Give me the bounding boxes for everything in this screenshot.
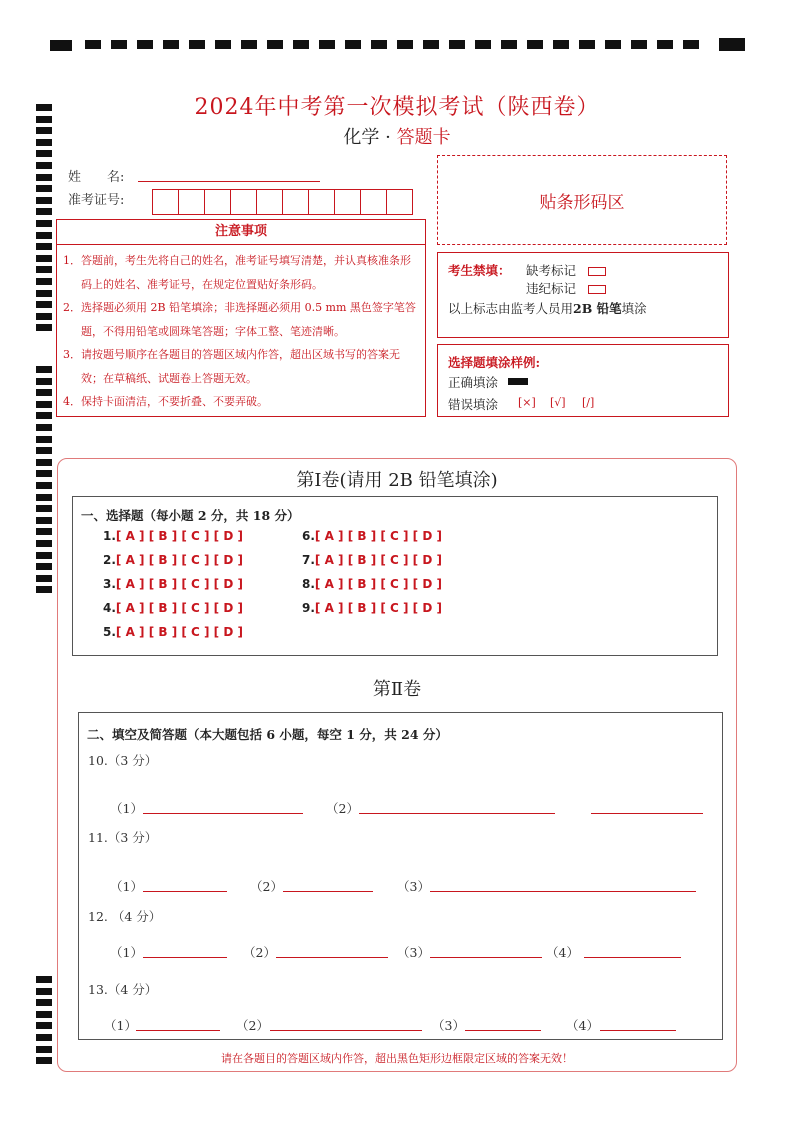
forbidden-label: 考生禁填： bbox=[448, 263, 511, 278]
notes-box bbox=[56, 219, 426, 417]
timing-mark bbox=[36, 401, 52, 408]
choice-q5[interactable]: 5.[ A ] [ B ] [ C ] [ D ] bbox=[103, 625, 243, 639]
violation-mark[interactable] bbox=[588, 285, 606, 294]
timing-mark bbox=[36, 976, 52, 983]
timing-mark bbox=[36, 290, 52, 297]
wrong-mark-slash: [/] bbox=[582, 396, 595, 409]
timing-mark bbox=[36, 150, 52, 157]
q12-blank3[interactable] bbox=[430, 956, 542, 958]
timing-mark bbox=[36, 313, 52, 320]
timing-mark bbox=[36, 1022, 52, 1029]
timing-mark bbox=[36, 185, 52, 192]
forbidden-note bbox=[448, 299, 647, 317]
q10-blank2[interactable] bbox=[359, 812, 555, 814]
timing-mark bbox=[36, 586, 52, 593]
q13-blank3-label: （3） bbox=[432, 1018, 465, 1033]
barcode-label: 贴条形码区 bbox=[539, 192, 625, 213]
q12-blank3-label: （3） bbox=[397, 945, 430, 960]
options[interactable]: [ A ] [ B ] [ C ] [ D ] bbox=[314, 553, 442, 567]
q10-blank2-label: （2） bbox=[326, 801, 359, 816]
id-digit-box[interactable] bbox=[230, 189, 257, 215]
note-bold: 2B 铅笔 bbox=[573, 301, 622, 316]
timing-mark bbox=[36, 266, 52, 273]
options[interactable]: [ A ] [ B ] [ C ] [ D ] bbox=[314, 577, 442, 591]
forbidden-box bbox=[437, 252, 729, 338]
options[interactable]: [ A ] [ B ] [ C ] [ D ] bbox=[115, 601, 243, 615]
q12-blank2[interactable] bbox=[276, 956, 388, 958]
id-digit-box[interactable] bbox=[178, 189, 205, 215]
absent-text: 缺考标记 bbox=[526, 263, 577, 278]
card-subtitle bbox=[0, 123, 794, 149]
timing-mark bbox=[36, 517, 52, 524]
options[interactable]: [ A ] [ B ] [ C ] [ D ] bbox=[115, 625, 243, 639]
choice-q4[interactable]: 4.[ A ] [ B ] [ C ] [ D ] bbox=[103, 601, 243, 615]
q12-blank1-label: （1） bbox=[110, 945, 143, 960]
choice-q1[interactable]: 1.[ A ] [ B ] [ C ] [ D ] bbox=[103, 529, 243, 543]
id-digit-box[interactable] bbox=[204, 189, 231, 215]
absent-label bbox=[526, 261, 606, 279]
note-prefix: 以上标志由监考人员用 bbox=[448, 301, 574, 316]
q13-blank2[interactable] bbox=[270, 1029, 422, 1031]
wrong-mark-x: [×] bbox=[518, 396, 536, 409]
q13-blank4-label: （4） bbox=[566, 1018, 599, 1033]
fill-sample-box bbox=[437, 344, 729, 417]
timing-mark bbox=[36, 220, 52, 227]
q13-blank4[interactable] bbox=[600, 1029, 676, 1031]
id-digit-box[interactable] bbox=[360, 189, 387, 215]
subject: 化学 bbox=[343, 127, 380, 148]
exam-title: 2024年中考第一次模拟考试（陕西卷） bbox=[194, 95, 600, 120]
sample-title: 选择题填涂样例: bbox=[448, 355, 541, 370]
note-item: 2．选择题必须用 2B 铅笔填涂；非选择题必须用 0.5 mm 黑色签字笔答题，不得用铅笔或圆珠笔答题；字体工整、笔迹清晰。 bbox=[63, 301, 416, 338]
timing-mark bbox=[36, 563, 52, 570]
timing-mark bbox=[36, 540, 52, 547]
exam-id-label: 准考证号: bbox=[68, 193, 125, 208]
timing-mark bbox=[36, 378, 52, 385]
choice-q8[interactable]: 8.[ A ] [ B ] [ C ] [ D ] bbox=[302, 577, 442, 591]
q11-blank1-label: （1） bbox=[110, 879, 143, 894]
options[interactable]: [ A ] [ B ] [ C ] [ D ] bbox=[115, 577, 243, 591]
q10-blank3[interactable] bbox=[591, 812, 703, 814]
name-field[interactable] bbox=[138, 180, 320, 182]
id-digit-box[interactable] bbox=[282, 189, 309, 215]
timing-mark bbox=[36, 232, 52, 239]
id-digit-box[interactable] bbox=[152, 189, 179, 215]
choice-q2[interactable]: 2.[ A ] [ B ] [ C ] [ D ] bbox=[103, 553, 243, 567]
id-digit-box[interactable] bbox=[256, 189, 283, 215]
choice-q9[interactable]: 9.[ A ] [ B ] [ C ] [ D ] bbox=[302, 601, 442, 615]
fill-in-box bbox=[78, 712, 723, 1040]
timing-mark bbox=[36, 174, 52, 181]
q10-blank1[interactable] bbox=[143, 812, 303, 814]
fill-section-title: 二、填空及简答题（本大题包括 6 小题，每空 1 分，共 24 分） bbox=[87, 727, 448, 742]
q11-blank3-label: （3） bbox=[397, 879, 430, 894]
name-label: 姓 名: bbox=[68, 170, 125, 185]
q12-blank4[interactable] bbox=[584, 956, 681, 958]
q10-label: 10.（3 分） bbox=[88, 753, 158, 768]
q11-blank3[interactable] bbox=[430, 890, 696, 892]
timing-mark bbox=[36, 424, 52, 431]
q11-label: 11.（3 分） bbox=[88, 830, 158, 845]
q10-blank1-label: （1） bbox=[110, 801, 143, 816]
timing-mark bbox=[36, 255, 52, 262]
choice-q6[interactable]: 6.[ A ] [ B ] [ C ] [ D ] bbox=[302, 529, 442, 543]
timing-mark bbox=[36, 278, 52, 285]
timing-mark bbox=[36, 494, 52, 501]
timing-mark bbox=[36, 301, 52, 308]
q13-blank2-label: （2） bbox=[236, 1018, 269, 1033]
timing-mark bbox=[36, 988, 52, 995]
id-digit-box[interactable] bbox=[334, 189, 361, 215]
exam-id-boxes[interactable] bbox=[152, 189, 412, 215]
timing-mark bbox=[36, 412, 52, 419]
footer-warning: 请在各题目的答题区域内作答，超出黑色矩形边框限定区域的答案无效！ bbox=[221, 1052, 573, 1065]
timing-mark bbox=[36, 436, 52, 443]
timing-mark bbox=[36, 162, 52, 169]
timing-mark bbox=[36, 447, 52, 454]
correct-fill-mark bbox=[508, 378, 528, 385]
id-digit-box[interactable] bbox=[386, 189, 413, 215]
choice-q3[interactable]: 3.[ A ] [ B ] [ C ] [ D ] bbox=[103, 577, 243, 591]
timing-mark bbox=[36, 389, 52, 396]
absent-mark[interactable] bbox=[588, 267, 606, 276]
dot: · bbox=[385, 127, 391, 148]
timing-mark bbox=[36, 366, 52, 373]
timing-mark bbox=[36, 459, 52, 466]
wrong-mark-check: [√] bbox=[550, 396, 566, 409]
id-digit-box[interactable] bbox=[308, 189, 335, 215]
notes-heading: 注意事项 bbox=[57, 220, 425, 245]
q13-label: 13.（4 分） bbox=[88, 982, 158, 997]
part2-title: 第Ⅱ卷 bbox=[372, 679, 422, 700]
timing-mark bbox=[36, 1011, 52, 1018]
timing-mark bbox=[36, 505, 52, 512]
q12-blank4-label: （4） bbox=[546, 945, 579, 960]
choice-section-title: 一、选择题（每小题 2 分，共 18 分） bbox=[81, 508, 300, 523]
options[interactable]: [ A ] [ B ] [ C ] [ D ] bbox=[314, 529, 442, 543]
timing-mark bbox=[36, 324, 52, 331]
barcode-area bbox=[437, 155, 727, 245]
q13-blank3[interactable] bbox=[465, 1029, 541, 1031]
options[interactable]: [ A ] [ B ] [ C ] [ D ] bbox=[115, 529, 243, 543]
note-item: 3．请按题号顺序在各题目的答题区域内作答，超出区域书写的答案无效；在草稿纸、试题卷上答题无效。 bbox=[63, 348, 400, 385]
choice-q7[interactable]: 7.[ A ] [ B ] [ C ] [ D ] bbox=[302, 553, 442, 567]
timing-mark bbox=[36, 552, 52, 559]
timing-mark bbox=[36, 528, 52, 535]
options[interactable]: [ A ] [ B ] [ C ] [ D ] bbox=[314, 601, 442, 615]
q13-blank1[interactable] bbox=[136, 1029, 220, 1031]
options[interactable]: [ A ] [ B ] [ C ] [ D ] bbox=[115, 553, 243, 567]
correct-label: 正确填涂 bbox=[448, 375, 499, 390]
timing-mark bbox=[36, 1034, 52, 1041]
q12-label: 12. （4 分） bbox=[88, 909, 162, 924]
violation-label bbox=[526, 279, 606, 297]
wrong-label: 错误填涂 bbox=[448, 397, 499, 412]
q13-blank1-label: （1） bbox=[104, 1018, 137, 1033]
timing-mark bbox=[36, 999, 52, 1006]
timing-mark bbox=[36, 197, 52, 204]
note-suffix: 填涂 bbox=[621, 301, 647, 316]
q11-blank1[interactable] bbox=[143, 890, 227, 892]
timing-mark bbox=[36, 243, 52, 250]
violation-text: 违纪标记 bbox=[526, 281, 577, 296]
note-item: 1．答题前，考生先将自己的姓名，准考证号填写清楚，并认真核准条形码上的姓名、准考证号，在规定位置贴好条形码。 bbox=[63, 254, 411, 291]
note-item: 4．保持卡面清洁，不要折叠、不要弄破。 bbox=[63, 395, 268, 408]
timing-mark bbox=[36, 208, 52, 215]
timing-mark bbox=[36, 575, 52, 582]
q11-blank2-label: （2） bbox=[250, 879, 283, 894]
card-label: 答题卡 bbox=[396, 127, 451, 148]
q12-blank2-label: （2） bbox=[243, 945, 276, 960]
part1-title: 第Ⅰ卷(请用 2B 铅笔填涂) bbox=[296, 470, 498, 491]
q12-blank1[interactable] bbox=[143, 956, 227, 958]
q11-blank2[interactable] bbox=[283, 890, 373, 892]
